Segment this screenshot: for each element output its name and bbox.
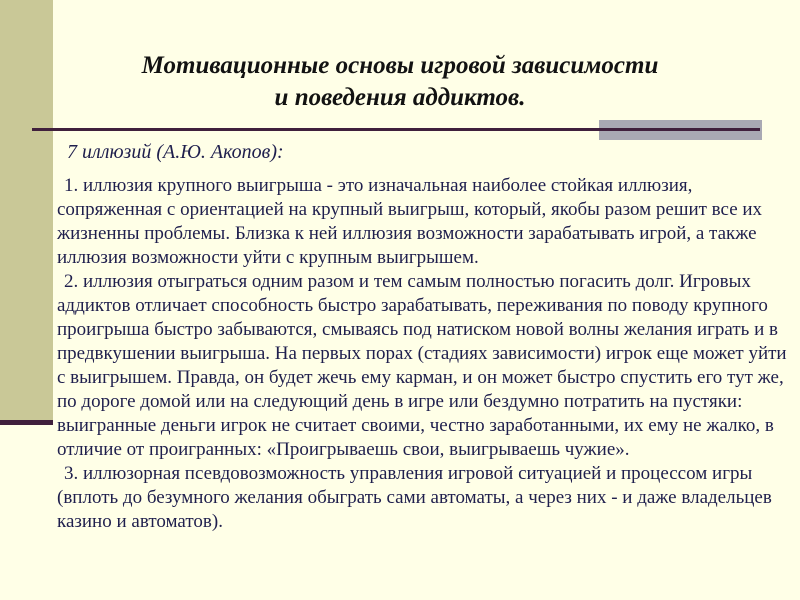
slide-title-line-2: и поведения аддиктов. <box>274 84 526 111</box>
illusions-heading: 7 иллюзий (А.Ю. Акопов): <box>67 141 284 163</box>
left-accent-band <box>0 0 53 425</box>
slide-title <box>80 50 720 114</box>
slide-title-line-1: Мотивационные основы игровой зависимости <box>141 52 659 79</box>
title-divider-line <box>32 128 760 131</box>
paragraph-illusion-2: 2. иллюзия отыграться одним разом и тем самым полностью погасить долг. Игровых аддиктов отличает способность быстро зарабатывать, переживания по поводу крупного проигрыша быстро забываются, смываясь под натиском новой волны желания играть и в предвкушении выигрыша. На первых порах (стадиях зависимости) игрок еще может уйти с выигрышем. Правда, он будет жечь ему карман, и он может быстро спустить его тут же, по дороге домой или на следующий день в игре или бездумно потратить на пустяки: выигранные деньги игрок не считает своими, честно заработанными, их ему не жалко, в отличие от проигранных: «Проигрываешь свои, выигрываешь чужие». <box>57 271 787 460</box>
paragraph-illusion-1: 1. иллюзия крупного выигрыша - это изначальная наиболее стойкая иллюзия, сопряженная с ориентацией на крупный выигрыш, который, якобы разом решит все их жизненны проблемы. Близка к ней иллюзия возможности зарабатывать игрой, а также иллюзия возможности уйти с крупным выигрышем. <box>57 175 763 268</box>
slide-body <box>57 140 795 534</box>
paragraph-illusion-3: 3. иллюзорная псевдовозможность управления игровой ситуацией и процессом игры (вплоть до безумного желания обыграть сами автоматы, а через них - и даже владельцев казино и автоматов). <box>57 463 772 532</box>
